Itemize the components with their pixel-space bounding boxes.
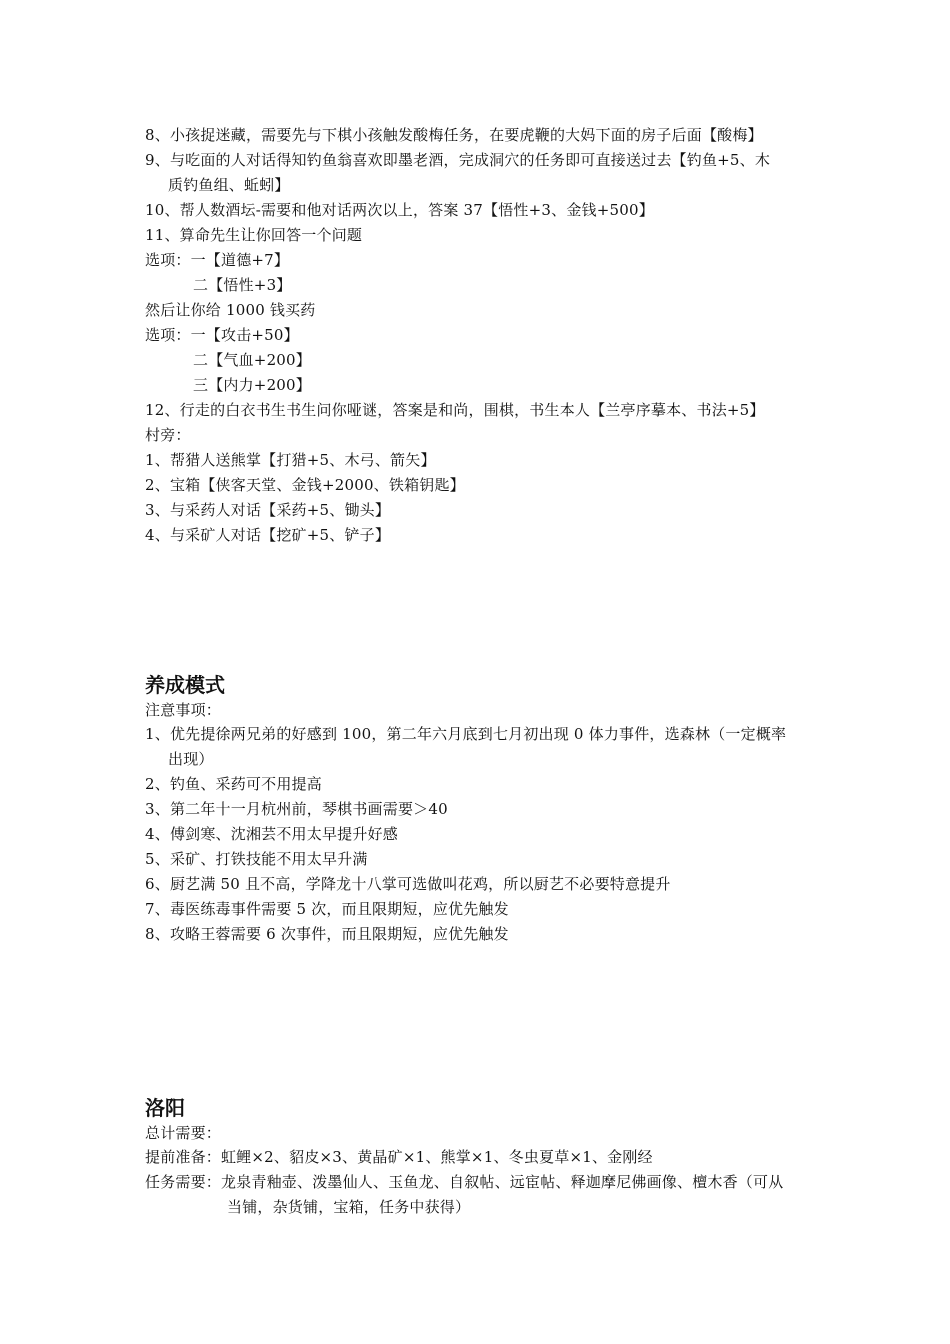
text-line: 5、采矿、打铁技能不用太早升满 [145, 850, 368, 868]
text-line: 当铺，杂货铺，宝箱，任务中获得） [227, 1198, 471, 1216]
text-line: 4、与采矿人对话【挖矿+5、铲子】 [145, 526, 391, 544]
section-heading: 养成模式 [145, 673, 225, 697]
text-line: 出现） [168, 750, 214, 768]
text-line: 12、行走的白衣书生书生问你哑谜，答案是和尚，围棋，书生本人【兰亭序摹本、书法+5】 [145, 401, 765, 419]
text-line: 村旁： [145, 426, 191, 444]
text-line: 3、与采药人对话【采药+5、锄头】 [145, 501, 391, 519]
text-line: 然后让你给 1000 钱买药 [145, 301, 316, 319]
text-line: 2、宝箱【侠客天堂、金钱+2000、铁箱钥匙】 [145, 476, 465, 494]
text-line: 质钓鱼组、蚯蚓】 [168, 176, 290, 194]
text-line: 1、帮猎人送熊掌【打猎+5、木弓、箭矢】 [145, 451, 436, 469]
text-line: 2、钓鱼、采药可不用提高 [145, 775, 322, 793]
text-line: 3、第二年十一月杭州前，琴棋书画需要＞40 [145, 800, 448, 818]
text-line: 注意事项： [145, 701, 222, 719]
text-line: 二【气血+200】 [193, 351, 311, 369]
text-line: 提前准备：虹鲤×2、貂皮×3、黄晶矿×1、熊掌×1、冬虫夏草×1、金刚经 [145, 1148, 653, 1166]
text-line: 1、优先提徐两兄弟的好感到 100，第二年六月底到七月初出现 0 体力事件，选森林（一定概率 [145, 725, 787, 743]
section-heading: 洛阳 [145, 1096, 185, 1120]
text-line: 总计需要： [145, 1124, 222, 1142]
text-line: 11、算命先生让你回答一个问题 [145, 226, 363, 244]
text-line: 4、傅剑寒、沈湘芸不用太早提升好感 [145, 825, 398, 843]
text-line: 任务需要：龙泉青釉壶、泼墨仙人、玉鱼龙、自叙帖、远宦帖、释迦摩尼佛画像、檀木香（可从 [145, 1173, 784, 1191]
text-line: 选项：一【攻击+50】 [145, 326, 299, 344]
text-line: 10、帮人数酒坛-需要和他对话两次以上，答案 37【悟性+3、金钱+500】 [145, 201, 654, 219]
text-line: 三【内力+200】 [193, 376, 311, 394]
text-line: 8、攻略王蓉需要 6 次事件，而且限期短，应优先触发 [145, 925, 509, 943]
text-line: 二【悟性+3】 [193, 276, 292, 294]
text-line: 6、厨艺满 50 且不高，学降龙十八掌可选做叫花鸡，所以厨艺不必要特意提升 [145, 875, 671, 893]
text-line: 7、毒医练毒事件需要 5 次，而且限期短，应优先触发 [145, 900, 509, 918]
text-line: 9、与吃面的人对话得知钓鱼翁喜欢即墨老酒，完成洞穴的任务即可直接送过去【钓鱼+5、木 [145, 151, 771, 169]
text-line: 选项：一【道德+7】 [145, 251, 290, 269]
text-line: 8、小孩捉迷藏，需要先与下棋小孩触发酸梅任务，在要虎鞭的大妈下面的房子后面【酸梅】 [145, 126, 763, 144]
